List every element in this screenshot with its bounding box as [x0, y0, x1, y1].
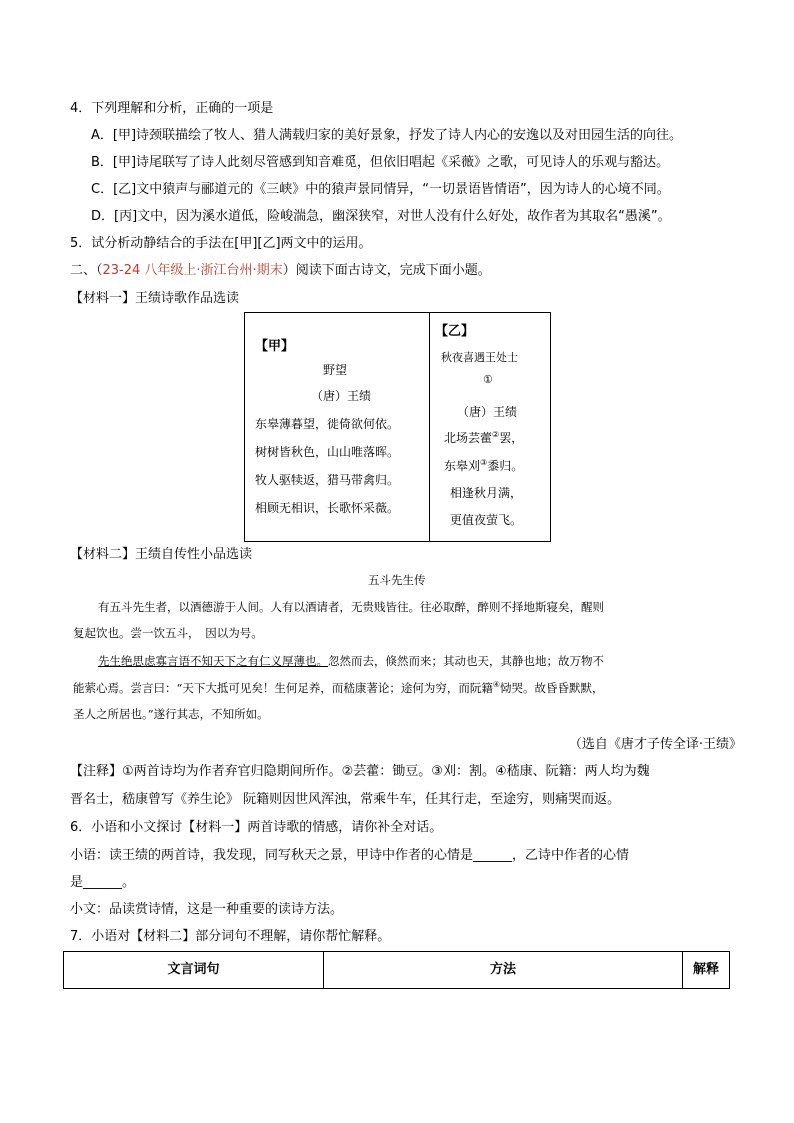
q7-table — [63, 951, 730, 989]
q7-header-explanation: 解释 — [683, 952, 730, 989]
prose-underlined-sentence: 先生绝思虑寡言语不知天下之有仁义厚薄也。 — [98, 654, 328, 668]
q5-stem: 5．试分析动静结合的手法在[甲][乙]两文中的运用。 — [70, 236, 372, 251]
material1-title: 【材料一】王绩诗歌作品选读 — [70, 291, 240, 306]
q6-dialogue-line3: 小文：品读赏诗情，这是一种重要的读诗方法。 — [70, 902, 344, 917]
q7-stem: 7．小语对【材料二】部分词句不理解，请你帮忙解释。 — [70, 929, 391, 944]
q7-header-method: 方法 — [324, 952, 683, 989]
poem-yi-title: 秋夜喜遇王处士 — [441, 351, 518, 364]
poem-yi-tag: 【乙】 — [435, 324, 475, 339]
prose-p2-line1: 先生绝思虑寡言语不知天下之有仁义厚薄也。忽然而去，倏然而来；其动也天，其静也地；故万物不 — [98, 654, 604, 668]
prose-p2-line2: 能萦心焉。尝言曰：“天下大抵可见矣！生何足养，而嵇康著论；途何为穷，而阮籍④恸哭。故昏昏默默， — [73, 680, 604, 695]
q7-header-phrase: 文言词句 — [64, 952, 324, 989]
poem-yi-author: （唐）王绩 — [457, 405, 518, 419]
poem-jia-line: 牧人驱犊返，猎马带禽归。 — [255, 473, 400, 487]
q4-stem: 4．下列理解和分析，正确的一项是 — [70, 101, 274, 116]
section2-prefix: 二、（ — [70, 263, 103, 278]
material2-title: 【材料二】王绩自传性小品选读 — [70, 547, 253, 562]
q6-dialogue-line1: 小语：读王绩的两首诗，我发现，同写秋天之景，甲诗中作者的心情是______，乙诗中作者的心情 — [70, 848, 630, 863]
poem-jia-tag: 【甲】 — [255, 339, 295, 354]
q4-option-b: B．[甲]诗尾联写了诗人此刻尽管感到知音难觅，但依旧唱起《采薇》之歌，可见诗人的乐观与豁达。 — [91, 155, 670, 170]
section2-instruction: ）阅读下面古诗文，完成下面小题。 — [282, 263, 491, 278]
section2-heading — [70, 259, 491, 278]
poem-jia-author: （唐）王绩 — [311, 389, 372, 403]
section2-source-badge: 23-24 八年级上·浙江台州·期末 — [102, 263, 283, 278]
poem-yi-title-note: ① — [483, 373, 493, 386]
poem-yi-line: 东皋刈③黍归。 — [444, 458, 524, 473]
poem-jia-line: 相顾无相识，长歌怀采薇。 — [255, 501, 400, 515]
poem-jia-title: 野望 — [323, 363, 348, 377]
q6-dialogue-line2: 是______。 — [70, 875, 136, 890]
poem-divider — [429, 313, 430, 541]
table-row — [64, 952, 730, 989]
poem-box — [244, 312, 551, 542]
poem-yi-line: 更值夜萤飞。 — [450, 513, 523, 527]
poem-yi-line: 北场芸藿②罢， — [444, 430, 524, 445]
poem-yi-line: 相逢秋月满， — [450, 486, 523, 500]
prose-p2-line3: 圣人之所居也。”遂行其志，不知所如。 — [73, 707, 269, 721]
prose-p1-line1: 有五斗先生者，以酒德游于人间。人有以酒请者，无贵贱皆往。往必取醉，醉则不择地斯寝矣，醒则 — [98, 600, 604, 614]
notes-line2: 晋名士，嵇康曾写《养生论》 阮籍则因世风浑浊，常乘牛车，任其行走，至途穷，则痛哭而返。 — [70, 792, 621, 807]
q4-option-d: D．[丙]文中，因为溪水道低，险峻湍急，幽深狭窄，对世人没有什么好处，故作者为其取名“愚溪”。 — [91, 209, 671, 224]
q4-option-a: A．[甲]诗颈联描绘了牧人、猎人满载归家的美好景象，抒发了诗人内心的安逸以及对田园生活的向往。 — [91, 128, 683, 143]
notes-line1: 【注释】①两首诗均为作者弃官归隐期间所作。②芸藿：锄豆。③刈：割。④嵇康、阮籍：两人均为魏 — [70, 764, 650, 779]
poem-jia-line: 东皋薄暮望，徙倚欲何依。 — [255, 417, 400, 431]
q6-stem: 6．小语和小文探讨【材料一】两首诗歌的情感，请你补全对话。 — [70, 820, 443, 835]
poem-jia-line: 树树皆秋色，山山唯落晖。 — [255, 445, 400, 459]
prose-title: 五斗先生传 — [368, 573, 426, 587]
prose-p1-line2: 复起饮也。尝一饮五斗， 因以为号。 — [73, 626, 263, 640]
q4-option-c: C．[乙]文中猿声与郦道元的《三峡》中的猿声景同情异，“一切景语皆情语”，因为诗人的心境不同。 — [91, 182, 670, 197]
prose-source: （选自《唐才子传全译·王绩》 — [568, 737, 742, 752]
